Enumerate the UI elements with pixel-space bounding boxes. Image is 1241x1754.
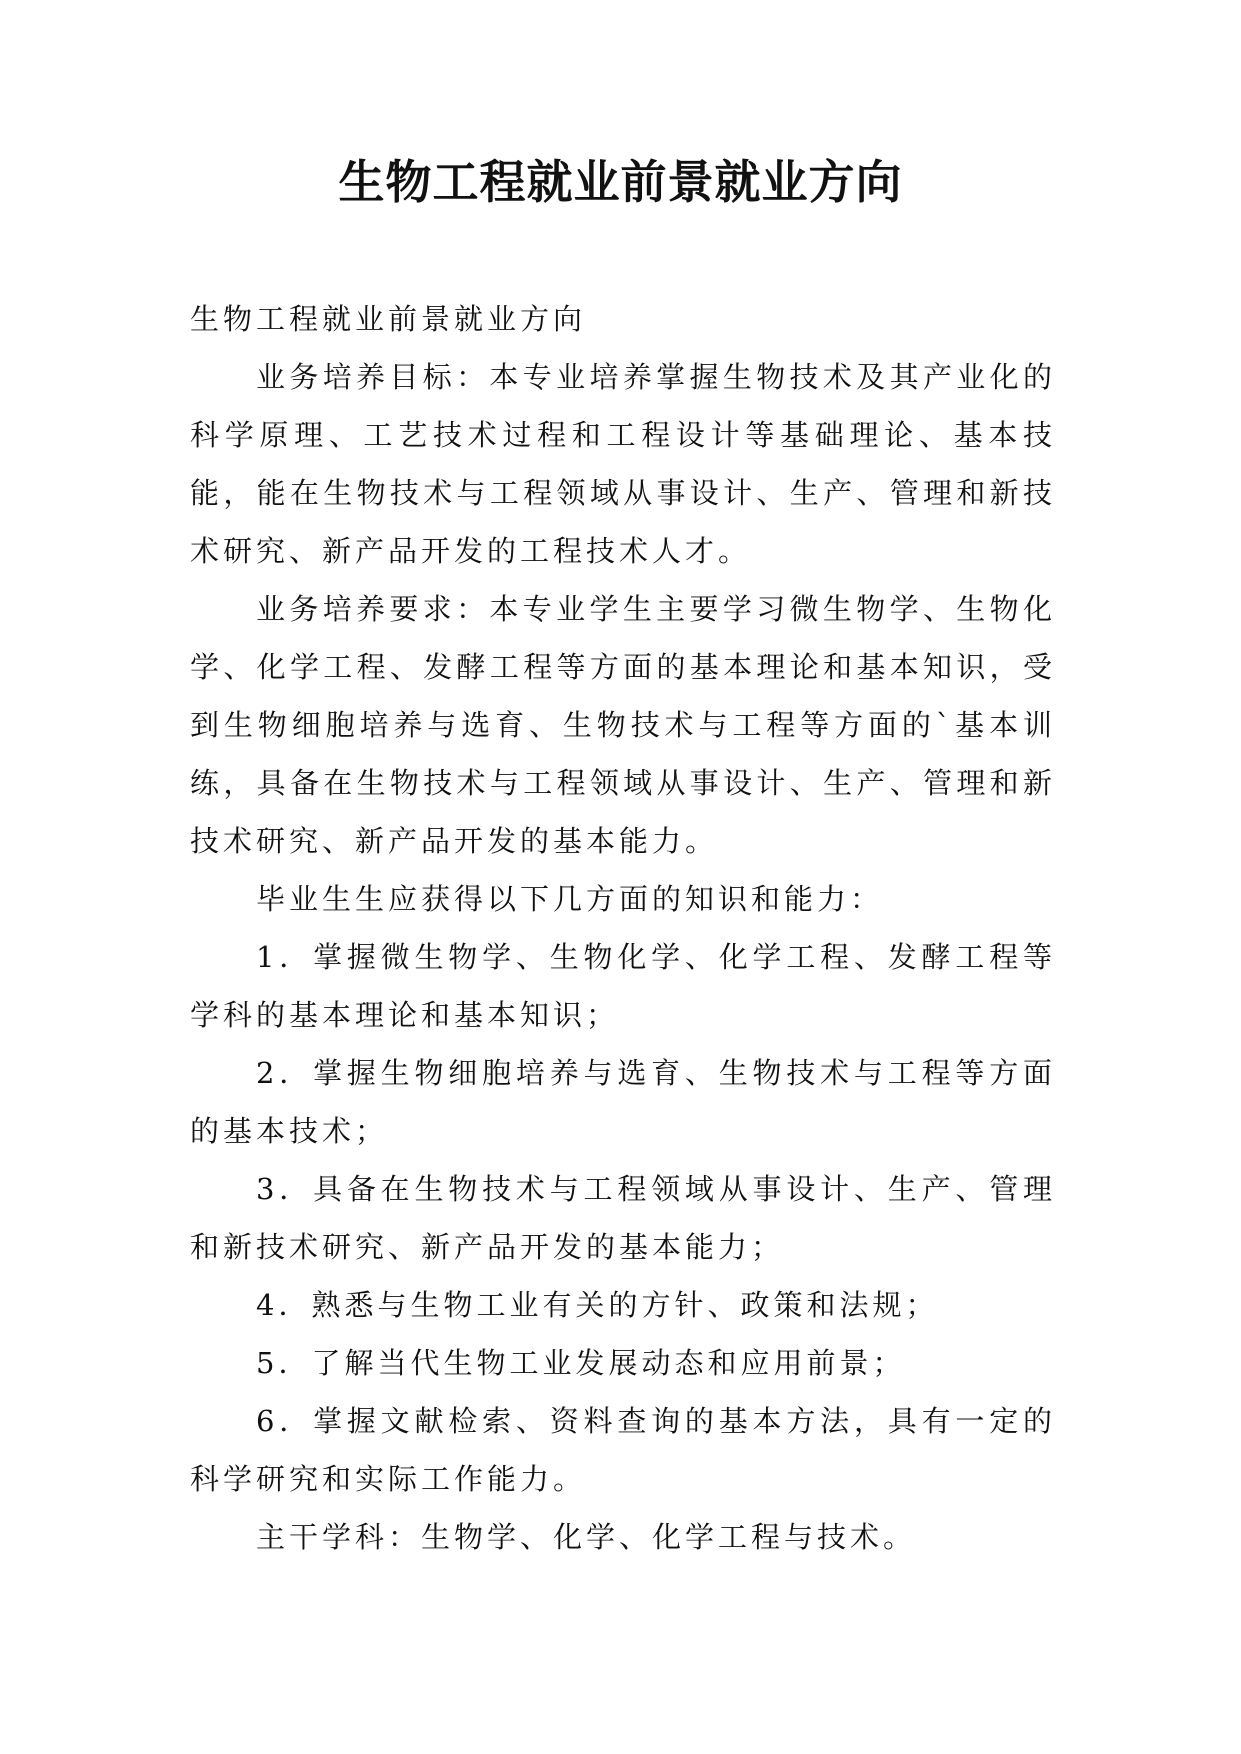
ability-item-2: 2．掌握生物细胞培养与选育、生物技术与工程等方面的基本技术； [190, 1056, 1056, 1148]
document-body [190, 290, 1056, 1566]
abilities-intro-paragraph: 毕业生生应获得以下几方面的知识和能力： [256, 882, 884, 916]
intro-line: 生物工程就业前景就业方向 [190, 302, 587, 336]
ability-item-3: 3．具备在生物技术与工程领域从事设计、生产、管理和新技术研究、新产品开发的基本能力； [190, 1172, 1056, 1264]
training-goal-paragraph: 业务培养目标：本专业培养掌握生物技术及其产业化的科学原理、工艺技术过程和工程设计等基础理论、基本技能，能在生物技术与工程领域从事设计、生产、管理和新技术研究、新产品开发的工程技术人才。 [190, 360, 1056, 568]
training-requirement-paragraph: 业务培养要求：本专业学生主要学习微生物学、生物化学、化学工程、发酵工程等方面的基本理论和基本知识，受到生物细胞培养与选育、生物技术与工程等方面的`基本训练，具备在生物技术与工程领域从事设计、生产、管理和新技术研究、新产品开发的基本能力。 [190, 592, 1056, 858]
main-subjects-paragraph: 主干学科：生物学、化学、化学工程与技术。 [256, 1520, 917, 1554]
ability-item-4: 4．熟悉与生物工业有关的方针、政策和法规； [256, 1288, 939, 1322]
ability-item-1: 1．掌握微生物学、生物化学、化学工程、发酵工程等学科的基本理论和基本知识； [190, 940, 1056, 1032]
document-title: 生物工程就业前景就业方向 [338, 155, 903, 209]
ability-item-5: 5．了解当代生物工业发展动态和应用前景； [256, 1346, 906, 1380]
ability-item-6: 6．掌握文献检索、资料查询的基本方法，具有一定的科学研究和实际工作能力。 [190, 1404, 1056, 1496]
